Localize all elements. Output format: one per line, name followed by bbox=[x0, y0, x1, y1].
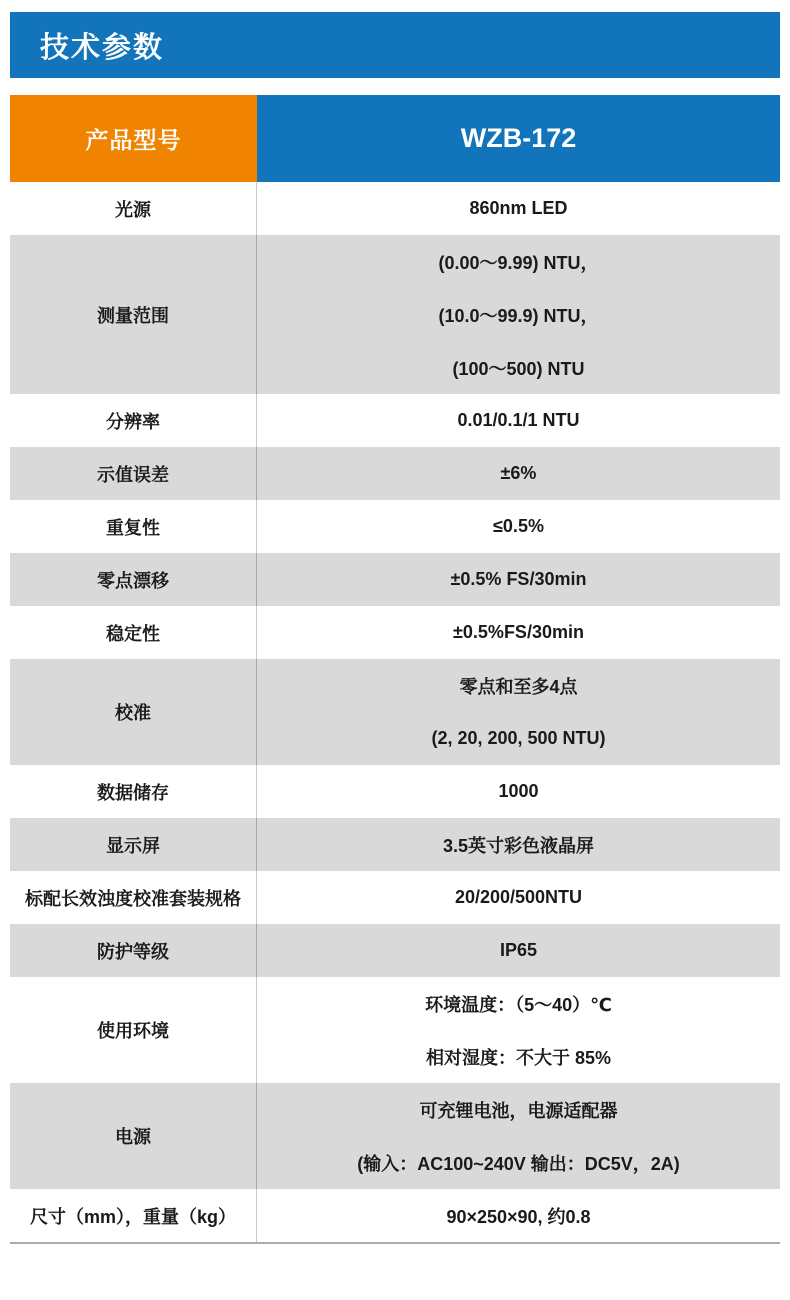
row-value-line: 90×250×90, 约0.8 bbox=[446, 1206, 591, 1227]
spec-table bbox=[10, 95, 780, 1244]
row-value bbox=[257, 924, 780, 977]
row-label: 电源 bbox=[10, 1083, 257, 1189]
row-value-line: 相对湿度：不大于 85% bbox=[425, 1047, 612, 1068]
row-value bbox=[257, 500, 780, 553]
table-row bbox=[10, 394, 780, 447]
row-value bbox=[257, 553, 780, 606]
row-value-line: ±0.5%FS/30min bbox=[453, 622, 584, 642]
row-value bbox=[257, 818, 780, 871]
row-label: 显示屏 bbox=[10, 818, 257, 871]
row-value-line: 可充锂电池，电源适配器 bbox=[419, 1100, 618, 1121]
row-value-line: 0.01/0.1/1 NTU bbox=[457, 410, 580, 430]
row-value bbox=[257, 606, 780, 659]
table-body bbox=[10, 182, 780, 1242]
row-value-line: (输入：AC100~240V 输出：DC5V，2A) bbox=[357, 1153, 680, 1174]
row-label: 数据储存 bbox=[10, 765, 257, 818]
table-row bbox=[10, 924, 780, 977]
table-row bbox=[10, 871, 780, 924]
row-value bbox=[257, 394, 780, 447]
row-value bbox=[257, 765, 780, 818]
row-label: 零点漂移 bbox=[10, 553, 257, 606]
row-value-line: (100～500) NTU bbox=[452, 358, 585, 379]
row-value-line: 860nm LED bbox=[469, 198, 568, 218]
row-label: 重复性 bbox=[10, 500, 257, 553]
table-row bbox=[10, 765, 780, 818]
row-label: 使用环境 bbox=[10, 977, 257, 1083]
product-model-label: 产品型号 bbox=[85, 127, 182, 153]
row-label: 示值误差 bbox=[10, 447, 257, 500]
table-row bbox=[10, 659, 780, 765]
row-value-line: 3.5英寸彩色液晶屏 bbox=[442, 835, 595, 856]
table-row bbox=[10, 818, 780, 871]
row-label: 标配长效浊度校准套装规格 bbox=[10, 871, 257, 924]
table-row bbox=[10, 1189, 780, 1242]
header-cell-product-model-label bbox=[10, 95, 257, 182]
row-value bbox=[257, 977, 780, 1083]
row-value-line: (0.00～9.99) NTU， bbox=[438, 252, 599, 273]
header-cell-product-model-value bbox=[257, 95, 780, 182]
row-label: 稳定性 bbox=[10, 606, 257, 659]
row-value bbox=[257, 182, 780, 235]
row-label: 分辨率 bbox=[10, 394, 257, 447]
row-label: 尺寸（mm），重量（kg） bbox=[10, 1189, 257, 1242]
row-value-line: (2, 20, 200, 500 NTU) bbox=[431, 728, 606, 748]
row-value bbox=[257, 1189, 780, 1242]
row-value bbox=[257, 871, 780, 924]
row-value-line: 零点和至多4点 bbox=[459, 676, 578, 697]
table-row bbox=[10, 1083, 780, 1189]
row-value bbox=[257, 235, 780, 394]
row-value bbox=[257, 659, 780, 765]
row-label: 测量范围 bbox=[10, 235, 257, 394]
table-row bbox=[10, 500, 780, 553]
row-value-line: IP65 bbox=[499, 940, 538, 960]
row-value-line: ±6% bbox=[500, 463, 537, 483]
product-model-value: WZB-172 bbox=[460, 123, 577, 153]
row-value-line: 20/200/500NTU bbox=[454, 887, 583, 907]
table-row bbox=[10, 447, 780, 500]
table-row bbox=[10, 977, 780, 1083]
spec-sheet-page bbox=[0, 12, 790, 1244]
table-row bbox=[10, 235, 780, 394]
row-value bbox=[257, 447, 780, 500]
row-label: 防护等级 bbox=[10, 924, 257, 977]
table-row bbox=[10, 553, 780, 606]
row-value-line: ±0.5% FS/30min bbox=[450, 569, 587, 589]
row-value-line: (10.0～99.9) NTU， bbox=[438, 305, 599, 326]
page-title: 技术参数 bbox=[40, 31, 165, 64]
table-header-row bbox=[10, 95, 780, 182]
row-label: 光源 bbox=[10, 182, 257, 235]
row-value-line: 1000 bbox=[498, 781, 539, 801]
row-value-line: ≤0.5% bbox=[493, 516, 544, 536]
section-title-bar bbox=[10, 12, 780, 78]
table-row bbox=[10, 606, 780, 659]
table-row bbox=[10, 182, 780, 235]
row-label: 校准 bbox=[10, 659, 257, 765]
row-value bbox=[257, 1083, 780, 1189]
row-value-line: 环境温度：（5～40）℃ bbox=[425, 994, 612, 1015]
